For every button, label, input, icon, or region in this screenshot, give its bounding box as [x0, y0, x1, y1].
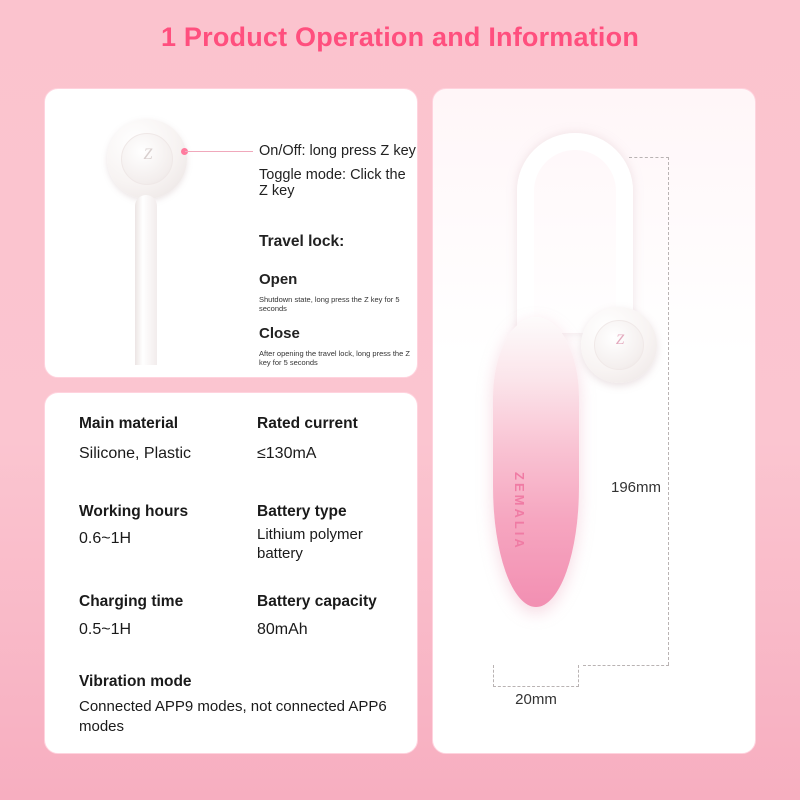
z-key-glyph: Z: [143, 146, 153, 163]
dimension-guide-bottom: [583, 665, 669, 666]
page-title: 1 Product Operation and Information: [160, 22, 640, 52]
dimension-line-horizontal: [493, 665, 579, 687]
spec-label-vibration-mode: Vibration mode: [79, 673, 192, 690]
spec-value-main-material: Silicone, Plastic: [79, 445, 192, 462]
travel-lock-close-detail: After opening the travel lock, long press the Z key for 5 seconds: [259, 349, 410, 367]
spec-value-battery-type: Lithium polymer battery: [257, 526, 363, 562]
spec-label-main-material: Main material: [79, 415, 179, 432]
spec-value-rated-current: ≤130mA: [257, 445, 317, 462]
brand-label: ZEMALIA: [512, 472, 527, 551]
travel-lock-close-label: Close: [259, 325, 300, 342]
product-dimension-card: [432, 88, 756, 754]
controller-button-icon-right: [594, 320, 644, 370]
callout-line: [185, 151, 253, 152]
specification-card: [44, 392, 418, 754]
travel-lock-open-label: Open: [259, 271, 298, 288]
controller-illustration: [69, 111, 219, 361]
product-body: [493, 317, 579, 607]
spec-value-working-hours: 0.6~1H: [79, 530, 132, 547]
dimension-label-width: 20mm: [515, 691, 557, 708]
device-stem: [135, 195, 157, 365]
spec-value-battery-capacity: 80mAh: [257, 621, 308, 638]
travel-lock-open-detail: Shutdown state, long press the Z key for 5 seconds: [259, 295, 400, 313]
z-key-glyph-right: Z: [615, 332, 625, 348]
callout-onoff: On/Off: long press Z key: [259, 143, 416, 159]
spec-value-vibration-mode: Connected APP9 modes, not connected APP6 modes: [79, 698, 387, 735]
spec-label-charging-time: Charging time: [79, 593, 184, 610]
spec-label-battery-type: Battery type: [257, 503, 347, 520]
callout-toggle-mode: Toggle mode: Click the Z key: [259, 167, 406, 199]
operation-card: [44, 88, 418, 378]
dimension-guide-top: [629, 157, 669, 158]
controller-button-icon: [121, 133, 173, 185]
spec-label-rated-current: Rated current: [257, 415, 358, 432]
dimension-label-length: 196mm: [611, 479, 662, 496]
dimension-line-vertical: [668, 157, 669, 665]
controller-head-icon: [107, 119, 187, 199]
spec-label-battery-capacity: Battery capacity: [257, 593, 377, 610]
controller-head-icon-right: [581, 307, 657, 383]
spec-label-working-hours: Working hours: [79, 503, 189, 520]
travel-lock-heading: Travel lock:: [259, 233, 345, 250]
spec-value-charging-time: 0.5~1H: [79, 621, 132, 638]
cord-loop: [517, 133, 633, 333]
